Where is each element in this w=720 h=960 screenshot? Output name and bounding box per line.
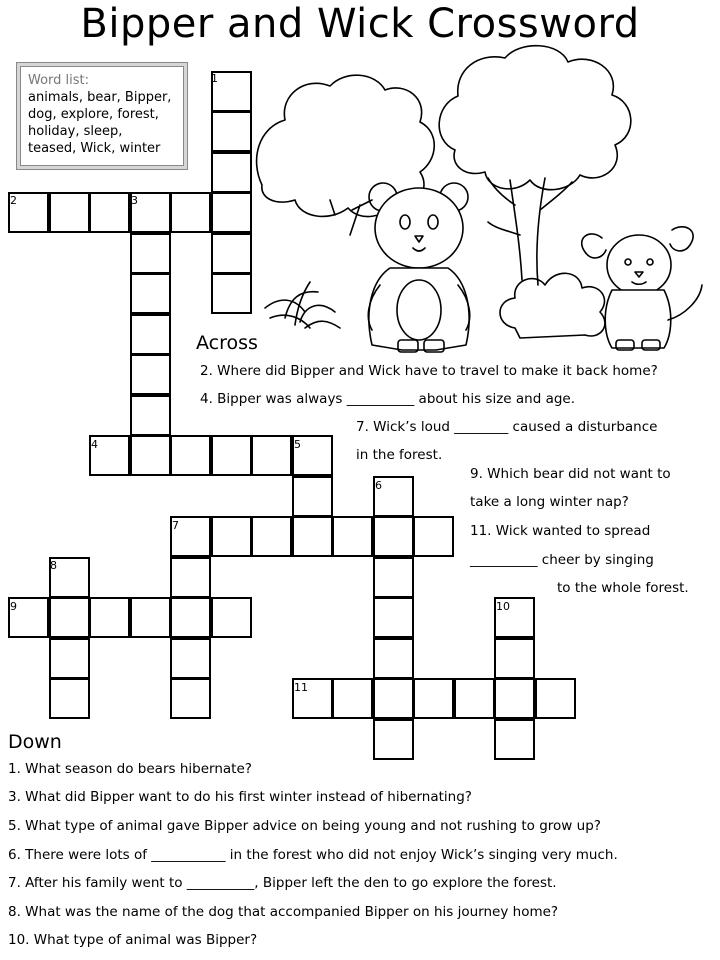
word-list-line: dog, explore, forest, (28, 107, 159, 122)
crossword-cell[interactable] (211, 111, 252, 152)
fern-icon (265, 282, 340, 328)
bear-icon (368, 183, 469, 352)
crossword-cell[interactable] (130, 273, 171, 314)
crossword-cell[interactable] (535, 678, 576, 719)
across-clue: 11. Wick wanted to spread (470, 523, 651, 539)
crossword-cell[interactable] (211, 435, 252, 476)
word-list-line: holiday, sleep, (28, 124, 123, 139)
crossword-cell[interactable] (49, 638, 90, 679)
crossword-cell[interactable] (373, 678, 414, 719)
across-clue: 9. Which bear did not want to (470, 466, 671, 482)
page-title: Bipper and Wick Crossword (80, 1, 640, 47)
crossword-cell[interactable] (494, 678, 535, 719)
crossword-cell[interactable] (373, 597, 414, 638)
crossword-cell[interactable] (170, 638, 211, 679)
across-heading: Across (196, 332, 258, 354)
crossword-cell[interactable] (211, 192, 252, 233)
crossword-cell[interactable] (251, 435, 292, 476)
grid-number: 6 (375, 479, 382, 492)
crossword-cell[interactable] (494, 719, 535, 760)
crossword-cell[interactable] (292, 516, 333, 557)
crossword-cell[interactable] (413, 678, 454, 719)
crossword-cell[interactable] (413, 516, 454, 557)
crossword-cell[interactable] (49, 192, 90, 233)
across-clue: 4. Bipper was always __________ about his size and age. (200, 391, 576, 407)
crossword-cell[interactable] (170, 557, 211, 598)
across-clue: to the whole forest. (557, 580, 689, 596)
grid-number: 4 (91, 438, 98, 451)
across-clue: 2. Where did Bipper and Wick have to travel to make it back home? (200, 363, 658, 379)
crossword-cell[interactable] (211, 597, 252, 638)
grid-number: 3 (131, 194, 138, 207)
grid-number: 8 (50, 559, 57, 572)
crossword-cell[interactable] (373, 638, 414, 679)
down-heading: Down (8, 731, 62, 753)
crossword-cell[interactable] (332, 516, 373, 557)
crossword-cell[interactable] (89, 597, 130, 638)
grid-number: 2 (10, 194, 17, 207)
crossword-cell[interactable] (170, 597, 211, 638)
across-clue: in the forest. (356, 447, 443, 463)
crossword-cell[interactable] (130, 233, 171, 274)
word-list-line: teased, Wick, winter (28, 141, 161, 156)
crossword-cell[interactable] (211, 516, 252, 557)
down-clue: 8. What was the name of the dog that accompanied Bipper on his journey home? (8, 904, 559, 920)
across-clue: __________ cheer by singing (470, 552, 654, 568)
grid-number: 7 (172, 519, 179, 532)
crossword-cell[interactable] (211, 152, 252, 193)
down-clue: 5. What type of animal gave Bipper advice on being young and not rushing to grow up? (8, 818, 601, 834)
dog-icon (582, 227, 702, 350)
crossword-cell[interactable] (49, 597, 90, 638)
down-clue: 6. There were lots of ___________ in the forest who did not enjoy Wick’s singing very much. (8, 847, 618, 863)
crossword-cell[interactable] (130, 395, 171, 436)
crossword-cell[interactable] (332, 678, 373, 719)
crossword-cell[interactable] (130, 354, 171, 395)
grid-number: 11 (294, 681, 308, 694)
crossword-cell[interactable] (130, 597, 171, 638)
crossword-cell[interactable] (292, 476, 333, 517)
grid-number: 10 (496, 600, 510, 613)
crossword-cell[interactable] (373, 516, 414, 557)
across-clue: take a long winter nap? (470, 494, 629, 510)
crossword-cell[interactable] (211, 273, 252, 314)
crossword-cell[interactable] (89, 192, 130, 233)
crossword-cell[interactable] (170, 678, 211, 719)
crossword-cell[interactable] (170, 435, 211, 476)
down-clue: 7. After his family went to __________, Bipper left the den to go explore the forest. (8, 875, 557, 891)
grid-number: 9 (10, 600, 17, 613)
crossword-cell[interactable] (130, 314, 171, 355)
grid-number: 1 (211, 72, 218, 85)
crossword-cell[interactable] (373, 557, 414, 598)
right-tree-icon (439, 46, 631, 190)
down-clue: 3. What did Bipper want to do his first winter instead of hibernating? (8, 789, 472, 805)
crossword-cell[interactable] (373, 719, 414, 760)
crossword-cell[interactable] (454, 678, 495, 719)
crossword-cell[interactable] (211, 233, 252, 274)
crossword-cell[interactable] (130, 435, 171, 476)
crossword-cell[interactable] (49, 678, 90, 719)
word-list-title: Word list: (28, 73, 90, 88)
across-clue: 7. Wick’s loud ________ caused a disturbance (356, 419, 658, 435)
crossword-cell[interactable] (170, 192, 211, 233)
crossword-cell[interactable] (494, 638, 535, 679)
down-clue: 10. What type of animal was Bipper? (8, 932, 258, 948)
down-clue: 1. What season do bears hibernate? (8, 761, 252, 777)
grid-number: 5 (294, 438, 301, 451)
word-list-line: animals, bear, Bipper, (28, 90, 172, 105)
crossword-cell[interactable] (251, 516, 292, 557)
